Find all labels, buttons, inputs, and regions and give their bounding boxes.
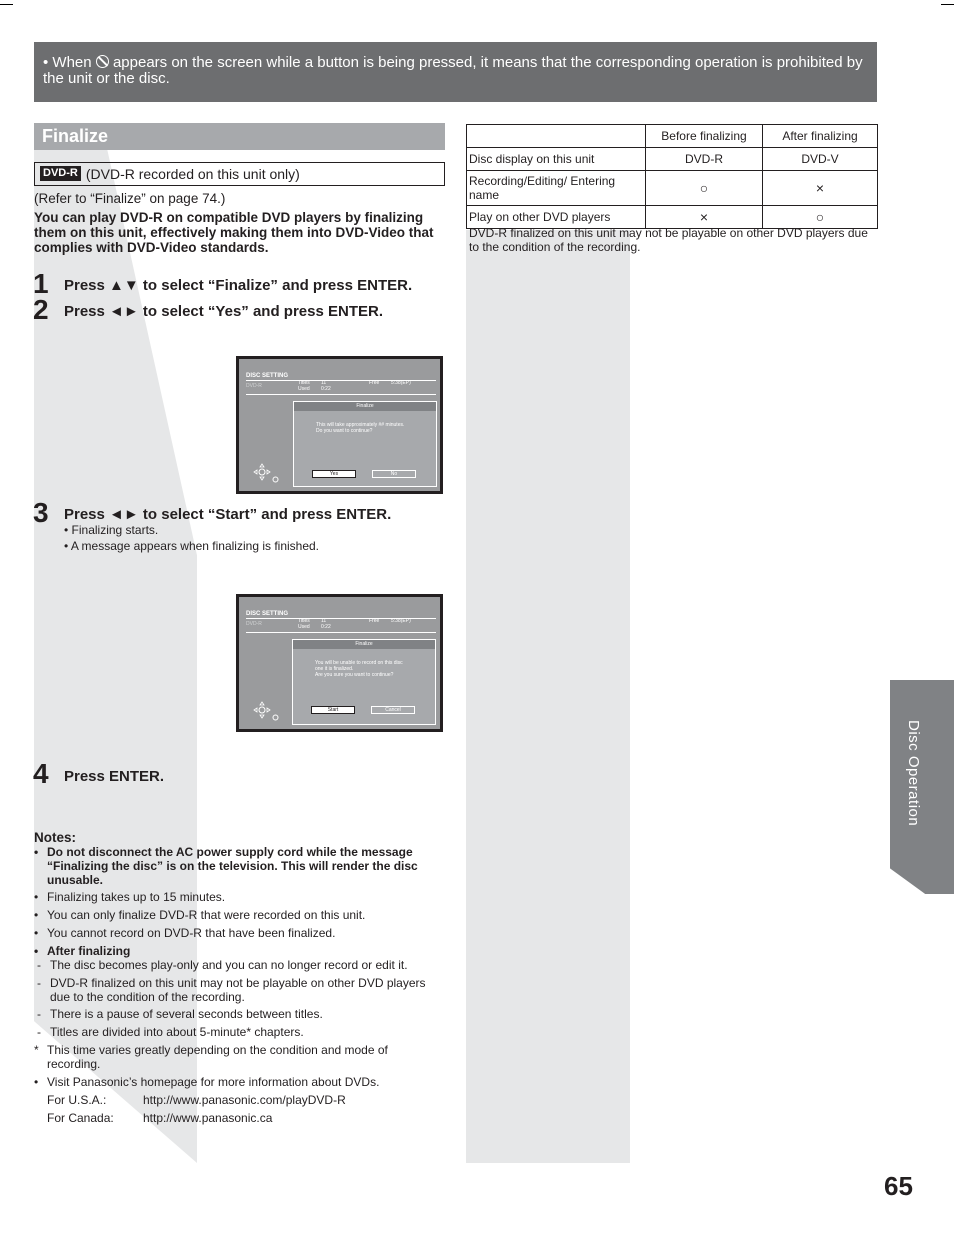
crop-mark <box>941 4 954 5</box>
note-text: Visit Panasonic’s homepage for more information about DVDs. <box>47 1075 380 1089</box>
note-item <box>34 1043 444 1073</box>
table-header-cell: After finalizing <box>763 125 878 148</box>
table-cell: × <box>646 206 763 229</box>
crop-mark <box>0 4 13 5</box>
step-number: 1 <box>33 268 49 299</box>
table-footnote: DVD-R finalized on this unit may not be playable on other DVD players due to the condition of the recording. <box>469 226 868 254</box>
table-header-cell <box>467 125 646 148</box>
page-number: 65 <box>884 1171 913 1201</box>
table-row <box>467 171 878 206</box>
note-item <box>34 890 444 905</box>
note-marker: • <box>34 908 39 922</box>
dialog-message-line: Do you want to continue? <box>316 428 373 434</box>
dvd-r-badge: DVD-R <box>40 166 81 181</box>
note-item <box>37 958 447 973</box>
note-marker: • <box>34 944 39 958</box>
table-cell: DVD-V <box>763 148 878 171</box>
note-item <box>37 1007 447 1022</box>
refer-text: (Refer to “Finalize” on page 74.) <box>34 191 226 206</box>
link-label: For Canada: <box>47 1111 114 1125</box>
free-label: Free <box>369 618 380 624</box>
step-text: Press ENTER. <box>64 768 165 785</box>
note-text: Finalizing takes up to 15 minutes. <box>47 890 226 904</box>
dvd-r-note-box <box>34 162 445 186</box>
link-url[interactable]: http://www.panasonic.com/playDVD-R <box>143 1093 346 1107</box>
table-cell: × <box>763 171 878 206</box>
tv-screen-confirm <box>236 356 443 494</box>
note-marker: - <box>37 1007 41 1021</box>
step-number: 3 <box>33 497 49 528</box>
step-bullet: • Finalizing starts. <box>64 523 159 537</box>
note-marker: • <box>34 845 39 859</box>
note-text: DVD-R finalized on this unit may not be playable on other DVD players due to the condition of the recording. <box>50 976 426 1004</box>
step-text: Press ◄► to select “Start” and press ENTER. <box>64 506 392 523</box>
step-text: Press ◄► to select “Yes” and press ENTER. <box>64 303 383 320</box>
enter-icon <box>272 714 279 721</box>
note-item <box>34 908 444 923</box>
link-url[interactable]: http://www.panasonic.ca <box>143 1111 273 1125</box>
divider <box>246 394 436 395</box>
table-cell: ○ <box>763 206 878 229</box>
notes-title: Notes: <box>34 830 77 845</box>
table-cell: DVD-R <box>646 148 763 171</box>
table-cell: Play on other DVD players <box>467 206 646 229</box>
note-item <box>34 926 444 941</box>
note-item <box>34 944 444 959</box>
disc-label: DVD-R <box>246 383 262 389</box>
note-text: Titles are divided into about 5-minute* chapters. <box>50 1025 304 1039</box>
dialog-message-line: one it is finalized. <box>315 666 354 672</box>
finalize-comparison-table <box>466 124 878 229</box>
tv-screen-start <box>236 594 443 732</box>
dialog-message-line: Are you sure you want to continue? <box>315 672 394 678</box>
prohibit-icon <box>96 55 109 68</box>
used-label: Used <box>298 624 310 630</box>
free-value: 5:38(EP) <box>391 618 411 624</box>
enter-icon <box>272 476 279 483</box>
chapter-tab <box>890 680 954 894</box>
table-header-row <box>467 125 878 148</box>
cancel-button[interactable]: Cancel <box>371 706 415 714</box>
note-marker: • <box>34 926 39 940</box>
note-marker: - <box>37 1025 41 1039</box>
table-cell: Recording/Editing/ Entering name <box>467 171 646 206</box>
titles-value: 11 <box>321 618 327 624</box>
used-label: Used <box>298 386 310 392</box>
intro-text: You can play DVD-R on compatible DVD players by finalizing them on this unit, effectively making them into DVD-Video that complies with DVD-Video standards. <box>34 210 434 255</box>
yes-button[interactable]: Yes <box>312 470 356 478</box>
dpad-icon <box>253 701 271 719</box>
background-stripe <box>466 230 630 1163</box>
note-item <box>34 1075 444 1090</box>
prohibition-banner <box>34 42 877 102</box>
dialog-message-line: You will be unable to record on this disc <box>315 660 403 666</box>
note-marker: - <box>37 976 41 990</box>
no-button[interactable]: No <box>372 470 416 478</box>
finalize-dialog <box>293 401 437 487</box>
link-label: For U.S.A.: <box>47 1093 107 1107</box>
note-marker: - <box>37 958 41 972</box>
banner-text: appears on the screen while a button is being pressed, it means that the corresponding operation is prohibited by the unit or the disc. <box>43 54 863 87</box>
free-value: 5:38(EP) <box>391 380 411 386</box>
dialog-title: Finalize <box>293 640 435 649</box>
titles-label: Titles <box>298 380 310 386</box>
banner-text: • When <box>43 54 96 71</box>
table-row <box>467 148 878 171</box>
titles-value: 11 <box>321 380 327 386</box>
used-value: 0:22 <box>321 624 331 630</box>
note-text: You can only finalize DVD-R that were recorded on this unit. <box>47 908 366 922</box>
step-number: 4 <box>33 758 49 789</box>
note-item <box>37 1025 447 1040</box>
table-cell: ○ <box>646 171 763 206</box>
table-header-cell: Before finalizing <box>646 125 763 148</box>
dialog-message-line: This will take approximately ## minutes. <box>316 422 405 428</box>
note-item <box>37 976 447 1006</box>
finalize-dialog <box>292 639 436 725</box>
step-bullet: • A message appears when finalizing is finished. <box>64 539 320 553</box>
note-text: The disc becomes play-only and you can no longer record or edit it. <box>50 958 408 972</box>
note-marker: • <box>34 1075 39 1089</box>
note-text: Do not disconnect the AC power supply cord while the message “Finalizing the disc” is on the television. This will render the disc unusable. <box>47 845 418 887</box>
step-number: 2 <box>33 294 49 325</box>
note-text: After finalizing <box>47 944 131 958</box>
dialog-title: Finalize <box>294 402 436 411</box>
divider <box>246 632 436 633</box>
used-value: 0:22 <box>321 386 331 392</box>
note-marker: • <box>34 890 39 904</box>
note-item <box>34 845 444 889</box>
note-marker: * <box>34 1043 39 1057</box>
screen-header: DISC SETTING <box>246 611 289 617</box>
chapter-tab-label: Disc Operation <box>905 720 922 827</box>
step-text: Press ▲▼ to select “Finalize” and press ENTER. <box>64 277 413 294</box>
screen-header: DISC SETTING <box>246 373 289 379</box>
badge-note: (DVD-R recorded on this unit only) <box>85 166 300 182</box>
dpad-icon <box>253 463 271 481</box>
note-text: This time varies greatly depending on the condition and mode of recording. <box>47 1043 388 1071</box>
titles-label: Titles <box>298 618 310 624</box>
table-cell: Disc display on this unit <box>467 148 646 171</box>
disc-label: DVD-R <box>246 621 262 627</box>
start-button[interactable]: Start <box>311 706 355 714</box>
section-title: Finalize <box>34 123 445 150</box>
free-label: Free <box>369 380 380 386</box>
note-text: There is a pause of several seconds between titles. <box>50 1007 323 1021</box>
note-text: You cannot record on DVD-R that have been finalized. <box>47 926 336 940</box>
